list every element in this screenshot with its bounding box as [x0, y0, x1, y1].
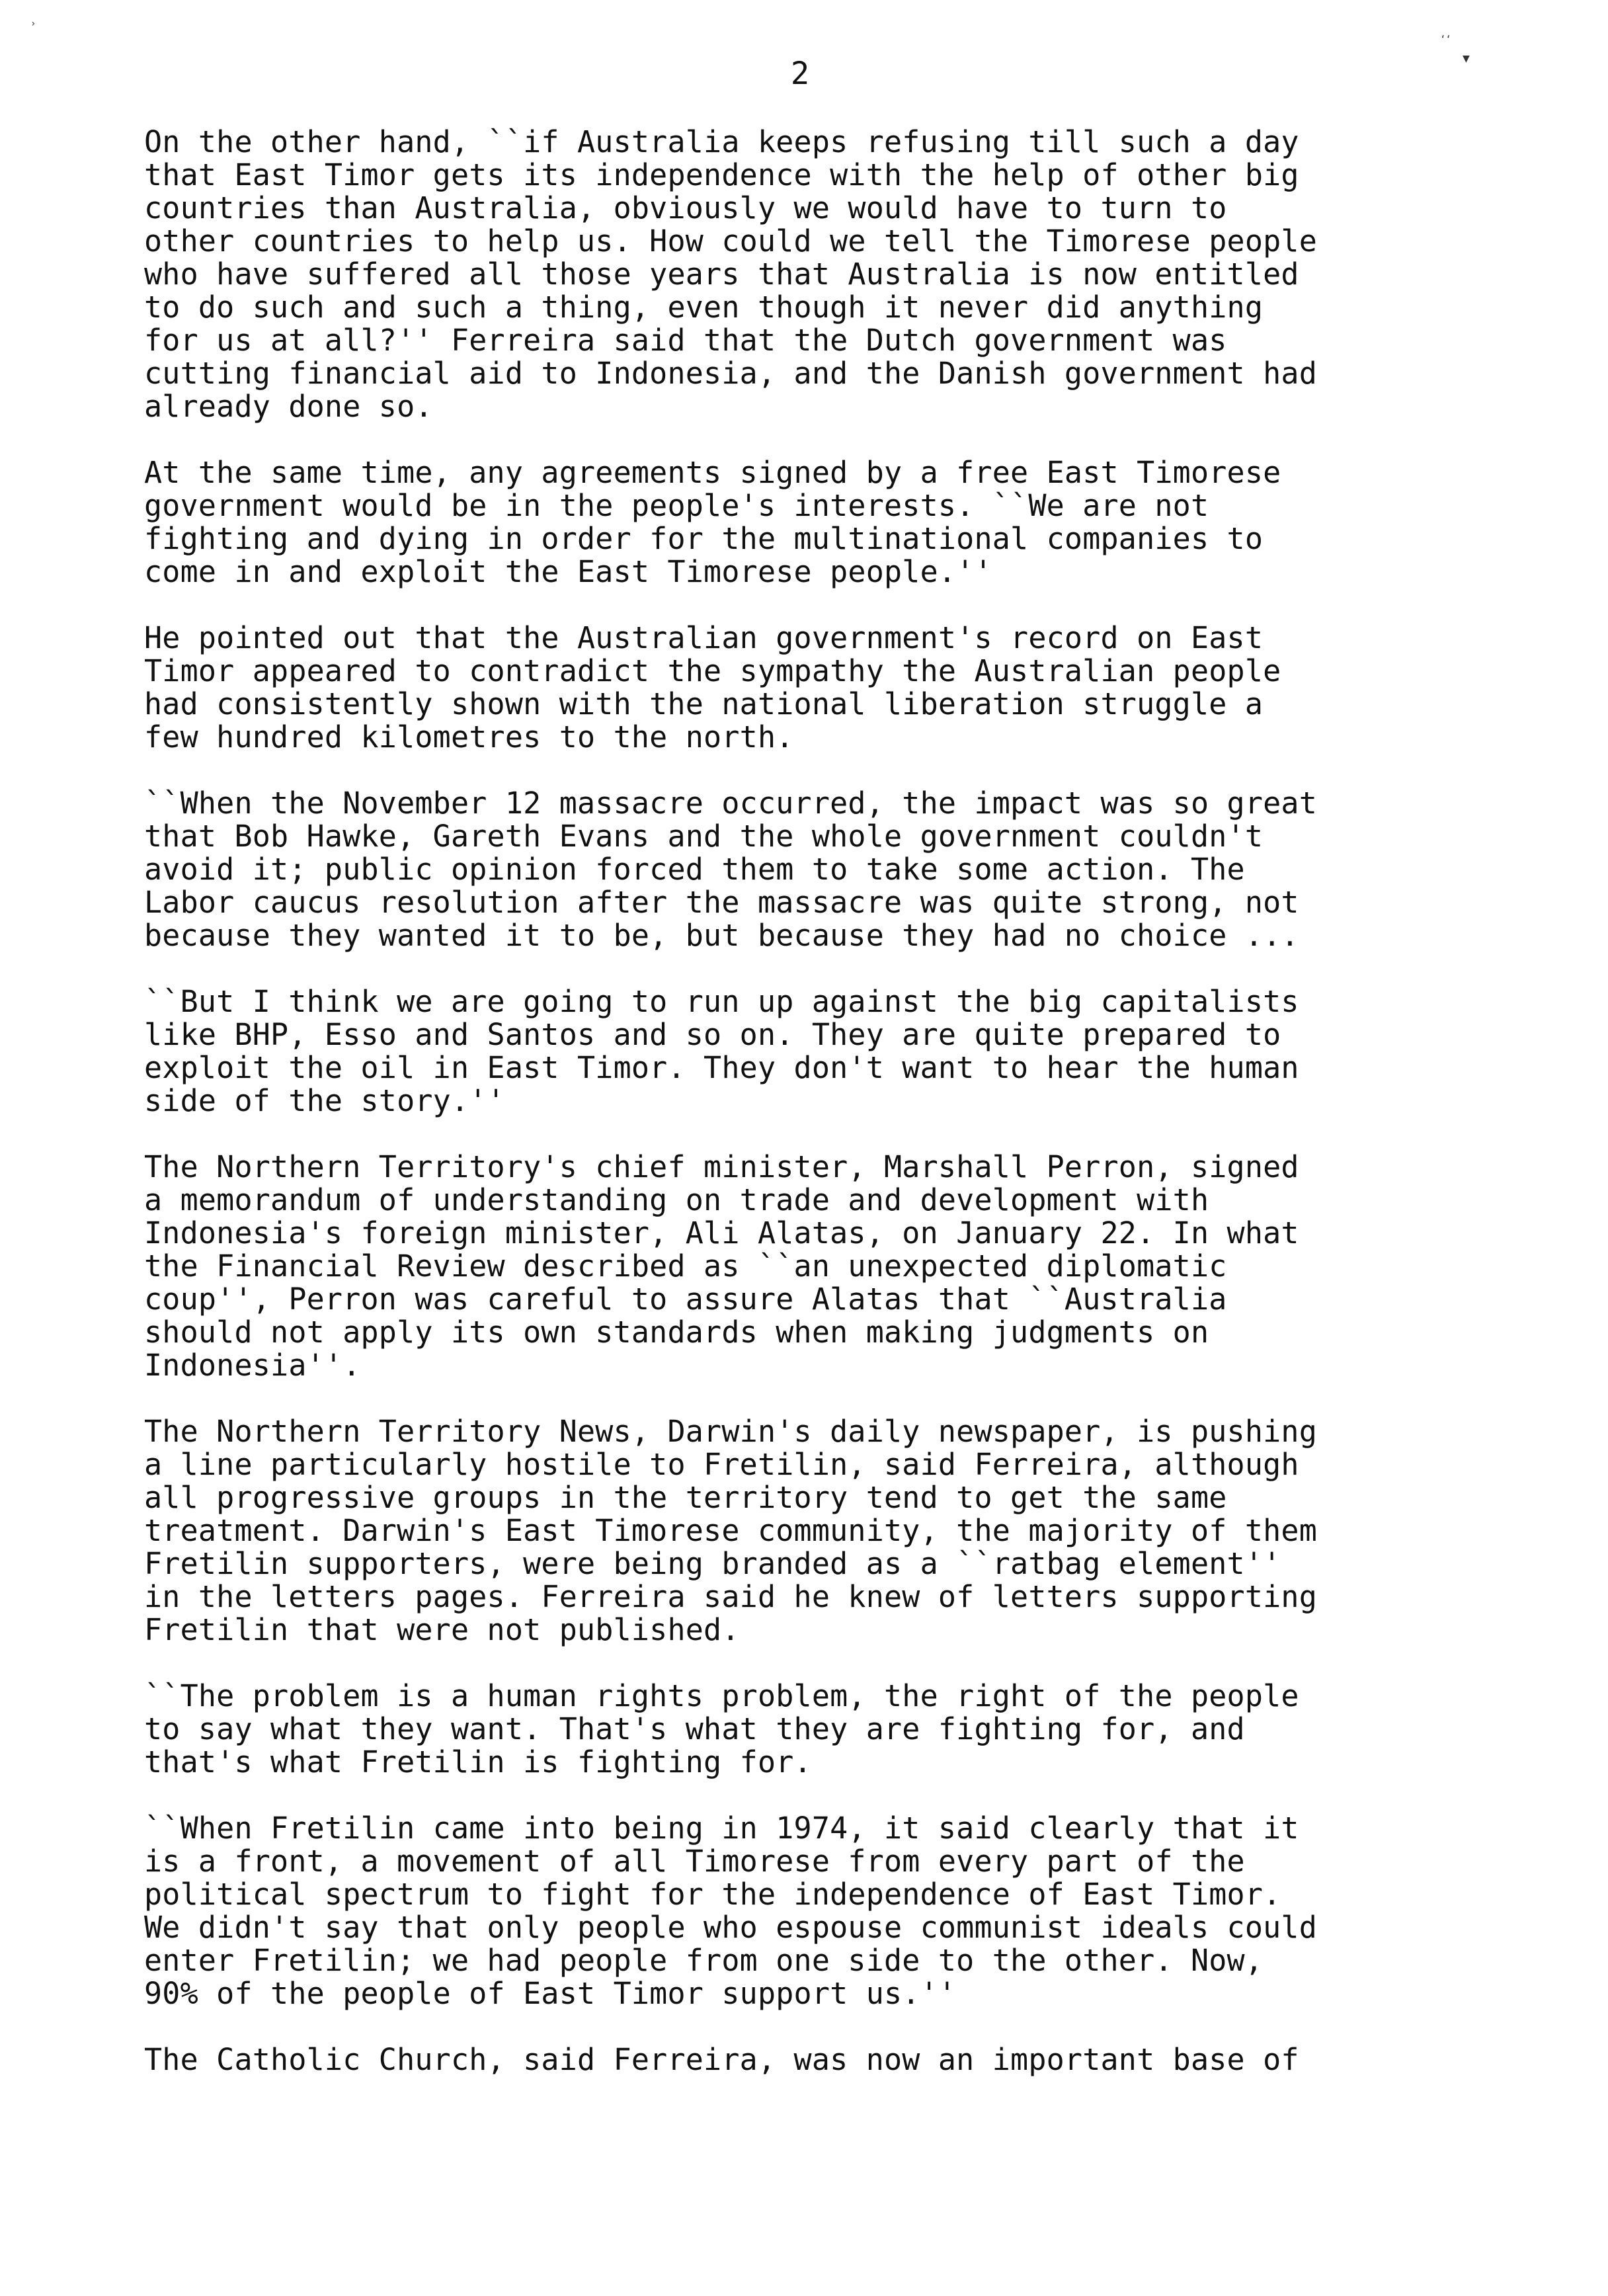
text-line: like BHP, Esso and Santos and so on. They are quite prepared to — [144, 1017, 1281, 1052]
text-line: We didn't say that only people who espouse communist ideals could — [144, 1910, 1317, 1945]
text-line: ``When Fretilin came into being in 1974, it said clearly that it — [144, 1811, 1299, 1846]
text-line: treatment. Darwin's East Timorese community, the majority of them — [144, 1513, 1317, 1548]
text-line: a line particularly hostile to Fretilin, said Ferreira, although — [144, 1447, 1299, 1482]
text-line: that Bob Hawke, Gareth Evans and the whole government couldn't — [144, 819, 1264, 854]
text-line: the Financial Review described as ``an unexpected diplomatic — [144, 1249, 1227, 1284]
paragraph — [144, 787, 1473, 952]
text-line: should not apply its own standards when making judgments on — [144, 1315, 1209, 1350]
text-line: few hundred kilometres to the north. — [144, 719, 794, 755]
paragraph — [144, 1151, 1473, 1382]
text-line: come in and exploit the East Timorese people.'' — [144, 554, 992, 589]
text-line: The Catholic Church, said Ferreira, was now an important base of — [144, 2042, 1299, 2077]
text-line: Fretilin that were not published. — [144, 1612, 740, 1647]
paragraph — [144, 2043, 1473, 2076]
text-line: already done so. — [144, 389, 433, 424]
paragraph — [144, 456, 1473, 589]
text-line: side of the story.'' — [144, 1083, 505, 1118]
text-line: cutting financial aid to Indonesia, and the Danish government had — [144, 356, 1317, 391]
paragraph — [144, 622, 1473, 754]
article-body — [144, 126, 1473, 2110]
text-line: had consistently shown with the national liberation struggle a — [144, 686, 1264, 721]
text-line: government would be in the people's interests. ``We are not — [144, 488, 1209, 523]
text-line: 90% of the people of East Timor support us.'' — [144, 1976, 957, 2011]
text-line: The Northern Territory News, Darwin's daily newspaper, is pushing — [144, 1414, 1317, 1449]
text-line: ``The problem is a human rights problem, the right of the people — [144, 1678, 1299, 1713]
scan-speck: ‘‘ — [1440, 34, 1451, 45]
text-line: who have suffered all those years that Australia is now entitled — [144, 257, 1299, 292]
text-line: He pointed out that the Australian government's record on East — [144, 620, 1264, 655]
text-line: Indonesia's foreign minister, Ali Alatas, on January 22. In what — [144, 1215, 1299, 1250]
page-number: 2 — [790, 56, 810, 92]
scan-speck: › — [30, 19, 36, 29]
text-line: that's what Fretilin is fighting for. — [144, 1744, 812, 1780]
text-line: political spectrum to fight for the independence of East Timor. — [144, 1877, 1281, 1912]
text-line: ``When the November 12 massacre occurred, the impact was so great — [144, 786, 1317, 821]
text-line: that East Timor gets its independence with the help of other big — [144, 157, 1299, 192]
paragraph — [144, 1812, 1473, 2010]
text-line: On the other hand, ``if Australia keeps refusing till such a day — [144, 124, 1299, 159]
text-line: is a front, a movement of all Timorese from every part of the — [144, 1844, 1245, 1879]
paragraph — [144, 1415, 1473, 1647]
text-line: in the letters pages. Ferreira said he knew of letters supporting — [144, 1579, 1317, 1614]
text-line: for us at all?'' Ferreira said that the Dutch government was — [144, 323, 1227, 358]
text-line: The Northern Territory's chief minister, Marshall Perron, signed — [144, 1149, 1299, 1184]
text-line: a memorandum of understanding on trade and development with — [144, 1182, 1209, 1217]
text-line: to say what they want. That's what they are fighting for, and — [144, 1711, 1245, 1746]
text-line: At the same time, any agreements signed by a free East Timorese — [144, 455, 1281, 490]
text-line: Indonesia''. — [144, 1348, 361, 1383]
text-line: fighting and dying in order for the multinational companies to — [144, 521, 1264, 556]
paragraph — [144, 985, 1473, 1118]
text-line: because they wanted it to be, but because they had no choice ... — [144, 918, 1299, 953]
paragraph — [144, 126, 1473, 423]
text-line: to do such and such a thing, even though it never did anything — [144, 290, 1264, 325]
text-line: enter Fretilin; we had people from one side to the other. Now, — [144, 1943, 1264, 1978]
paragraph — [144, 1680, 1473, 1779]
text-line: Labor caucus resolution after the massacre was quite strong, not — [144, 885, 1299, 920]
text-line: Fretilin supporters, were being branded as a ``ratbag element'' — [144, 1546, 1281, 1581]
text-line: avoid it; public opinion forced them to take some action. The — [144, 852, 1245, 887]
text-line: ``But I think we are going to run up against the big capitalists — [144, 984, 1299, 1019]
text-line: countries than Australia, obviously we would have to turn to — [144, 190, 1227, 226]
text-line: Timor appeared to contradict the sympathy the Australian people — [144, 653, 1281, 688]
text-line: all progressive groups in the territory tend to get the same — [144, 1480, 1227, 1515]
text-line: coup'', Perron was careful to assure Alatas that ``Australia — [144, 1282, 1227, 1317]
text-line: exploit the oil in East Timor. They don't want to hear the human — [144, 1050, 1299, 1085]
scan-speck: ▼ — [1463, 52, 1470, 65]
text-line: other countries to help us. How could we tell the Timorese people — [144, 224, 1317, 259]
